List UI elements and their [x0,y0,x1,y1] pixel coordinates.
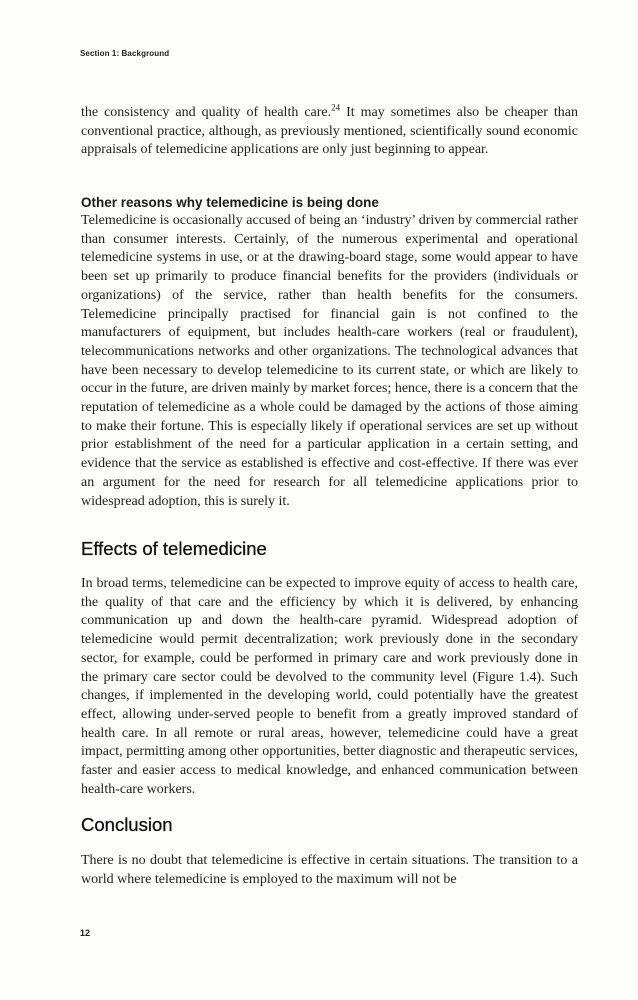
paragraph-intro-block [81,104,578,160]
section-conclusion [81,852,578,889]
section-other-reasons [81,194,578,511]
paragraph-intro-continuation: It may sometimes also be cheaper than conventional practice, although, as previously mentioned, scientifically sound economic appraisals of telemedicine applications are only just beginning to appear. [81,105,578,158]
page-number: 12 [80,928,91,938]
paragraph-conclusion: There is no doubt that telemedicine is effective in certain situations. The transition to a world where telemedicine is employed to the maximum will not be [81,853,578,887]
paragraph-intro-text: the consistency and quality of health care. [81,105,332,120]
paragraph-effects: In broad terms, telemedicine can be expected to improve equity of access to health care, the quality of that care and the efficiency by which it is delivered, by enhancing communication up and down the health-care pyramid. Widespread adoption of telemedicine would permit decentralization; work previously done in the secondary sector, for example, could be performed in primary care and work previously done in the primary care sector could be devolved to the community level (Figure 1.4). Such changes, if implemented in the developing world, could potentially have the greatest effect, allowing under-served people to benefit from a greatly improved standard of health care. In all remote or rural areas, however, telemedicine could have a great impact, permitting among other opportunities, better diagnostic and therapeutic services, faster and easier access to medical knowledge, and enhanced communication between health-care workers. [81,576,578,797]
section-effects [81,575,578,799]
heading-conclusion: Conclusion [81,814,173,835]
running-head: Section 1: Background [80,49,170,58]
heading-effects-of-telemedicine: Effects of telemedicine [81,538,267,559]
paragraph-intro [81,104,578,160]
subheading-other-reasons: Other reasons why telemedicine is being done [81,195,379,210]
footnote-reference[interactable]: 24 [331,102,341,113]
paragraph-other-reasons: Telemedicine is occasionally accused of being an ‘industry’ driven by commercial rather than consumer interests. Certainly, of the numerous experimental and operational telemedicine systems in use, or at the drawing-board stage, some would appear to have been set up primarily to produce financial benefits for the providers (individuals or organizations) of the service, rather than health benefits for the consumers. Telemedicine principally practised for financial gain is not confined to the manufacturers of equipment, but includes health-care workers (real or fraudulent), telecommunications networks and other organizations. The technological advances that have been necessary to develop telemedicine to its current state, or which are likely to occur in the future, are driven mainly by market forces; hence, there is a concern that the reputation of telemedicine as a whole could be damaged by the actions of those aiming to make their fortune. This is especially likely if operational services are set up without prior establishment of the need for a particular application in a certain setting, and evidence that the service as established is effective and cost-effective. If there was ever an argument for the need for research for all telemedicine applications prior to widespread adoption, this is surely it. [81,213,578,509]
